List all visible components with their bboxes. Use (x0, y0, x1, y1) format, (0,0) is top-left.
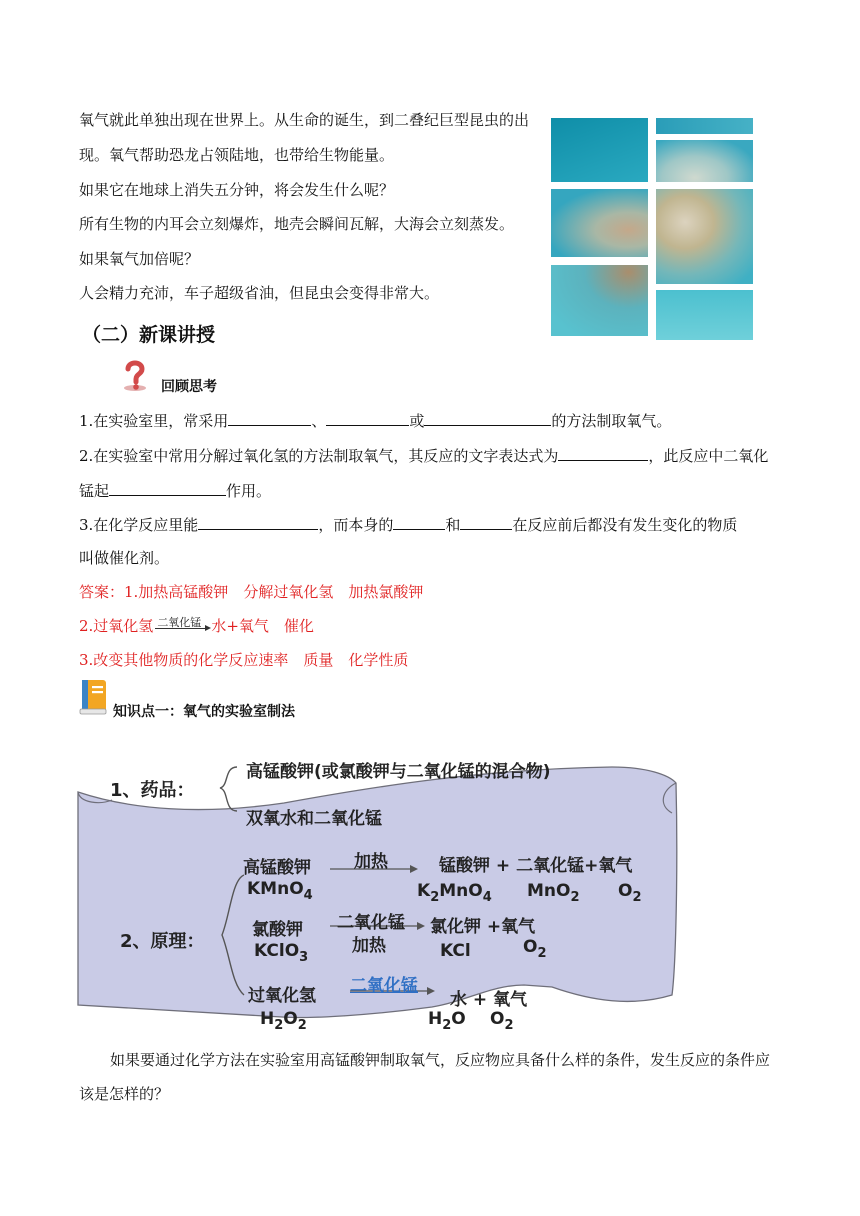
intro-line-2: 现。氧气帮助恐龙占领陆地，也带给生物能量。 (79, 146, 395, 164)
q3-tail: 在反应前后都没有发生变化的物质 (512, 516, 738, 534)
reaction-2-product-formula-1: KCl (440, 941, 471, 961)
q3-mid: ，而本身的 (318, 516, 394, 534)
q3-and: 和 (445, 516, 461, 534)
answer-blank[interactable] (424, 410, 551, 426)
intro-line-3: 如果它在地球上消失五分钟，将会发生什么呢？ (79, 181, 395, 199)
q2-tail: ，此反应中二氧化 (648, 447, 769, 465)
photo-tile (551, 118, 648, 182)
reaction-2-catalyst: 二氧化锰 (337, 913, 405, 933)
reaction-3-formula: $H_2O_2$ (260, 1009, 307, 1033)
q3-text: 3.在化学反应里能 (79, 516, 199, 534)
reaction-3-condition: 二氧化锰 (350, 976, 418, 996)
intro-line-4: 所有生物的内耳会立刻爆炸，地壳会瞬间瓦解，大海会立刻蒸发。 (79, 215, 515, 233)
answer-3: 3.改变其他物质的化学反应速率 质量 化学性质 (79, 651, 409, 669)
question-3 (79, 514, 737, 535)
answer-blank[interactable] (109, 480, 226, 496)
answer-2-reactant: 2.过氧化氢 (79, 617, 154, 635)
answer-2-products: 水+氧气 催化 (211, 617, 314, 635)
photo-tile (656, 118, 753, 134)
intro-line-1: 氧气就此单独出现在世界上。从生命的诞生，到二叠纪巨型昆虫的出 (79, 111, 530, 129)
reaction-2-reactant: 氯酸钾 (252, 920, 303, 940)
reaction-1-products: 锰酸钾 + 二氧化锰+氧气 (439, 856, 633, 876)
question-3-cont: 叫做催化剂。 (79, 549, 170, 567)
closing-line-2: 该是怎样的？ (79, 1085, 170, 1103)
section-title: （二）新课讲授 (82, 324, 216, 346)
question-2-cont (79, 480, 271, 501)
question-1 (79, 410, 671, 431)
reaction-arrow (153, 616, 211, 636)
answer-blank[interactable] (393, 514, 445, 530)
arrow-condition: 二氧化锰 (157, 616, 202, 629)
answer-blank[interactable] (198, 514, 318, 530)
q1-text: 1.在实验室里，常采用 (79, 412, 229, 430)
photo-tile (551, 265, 648, 336)
reaction-2-product-formula-2: $O_2$ (523, 937, 547, 961)
photo-tile (656, 189, 753, 284)
answer-blank[interactable] (558, 445, 648, 461)
question-2 (79, 445, 768, 466)
reaction-1-product-formula-3: $O_2$ (618, 881, 642, 905)
drug-2: 双氧水和二氧化锰 (246, 809, 382, 829)
reaction-3-product-formula-2: $O_2$ (490, 1009, 514, 1033)
reaction-2-condition: 加热 (352, 936, 386, 956)
book-icon (79, 679, 108, 715)
reaction-1-product-formula-2: MnO$_2$ (527, 881, 580, 905)
reaction-1-condition: 加热 (354, 852, 388, 872)
reaction-3-products: 水 + 氧气 (450, 990, 528, 1010)
drugs-label: 1、药品： (110, 780, 195, 801)
answer-1: 答案：1.加热高锰酸钾 分解过氧化氢 加热氯酸钾 (79, 583, 424, 601)
reaction-2-products: 氯化钾 +氧气 (430, 917, 536, 937)
principle-label: 2、原理： (120, 931, 205, 952)
reaction-3-product-formula-1: $H_2O$ (428, 1009, 466, 1033)
q1-sep: 、 (311, 412, 327, 430)
q2-tail-2: 作用。 (226, 482, 272, 500)
reaction-3-reactant: 过氧化氢 (248, 986, 316, 1006)
photo-tile (656, 290, 753, 340)
reaction-2-formula: KClO$_3$ (254, 941, 309, 965)
drug-1: 高锰酸钾(或氯酸钾与二氧化锰的混合物) (246, 762, 551, 782)
answer-2 (79, 616, 314, 636)
answer-blank[interactable] (228, 410, 311, 426)
q2-text: 2.在实验室中常用分解过氧化氢的方法制取氧气，其反应的文字表达式为 (79, 447, 559, 465)
q1-tail: 的方法制取氧气。 (551, 412, 672, 430)
q2-text-2: 锰起 (79, 482, 110, 500)
reaction-1-product-formula-1: $K_2MnO_4$ (417, 881, 492, 905)
photo-tile (656, 140, 753, 182)
photo-tile (551, 189, 648, 257)
reaction-1-reactant: 高锰酸钾 (243, 858, 311, 878)
intro-line-6: 人会精力充沛，车子超级省油，但昆虫会变得非常大。 (79, 284, 440, 302)
lab-method-diagram (72, 745, 692, 1041)
answer-blank[interactable] (460, 514, 512, 530)
question-mark-icon (120, 358, 150, 392)
q1-or: 或 (409, 412, 425, 430)
review-title: 回顾思考 (161, 379, 217, 395)
intro-line-5: 如果氧气加倍呢？ (79, 250, 200, 268)
knowledge-title: 知识点一：氧气的实验室制法 (113, 704, 295, 720)
closing-line-1: 如果要通过化学方法在实验室用高锰酸钾制取氧气，反应物应具备什么样的条件，发生反应的条件应 (110, 1051, 771, 1069)
reaction-1-formula: KMnO$_4$ (247, 879, 313, 903)
answer-blank[interactable] (326, 410, 409, 426)
